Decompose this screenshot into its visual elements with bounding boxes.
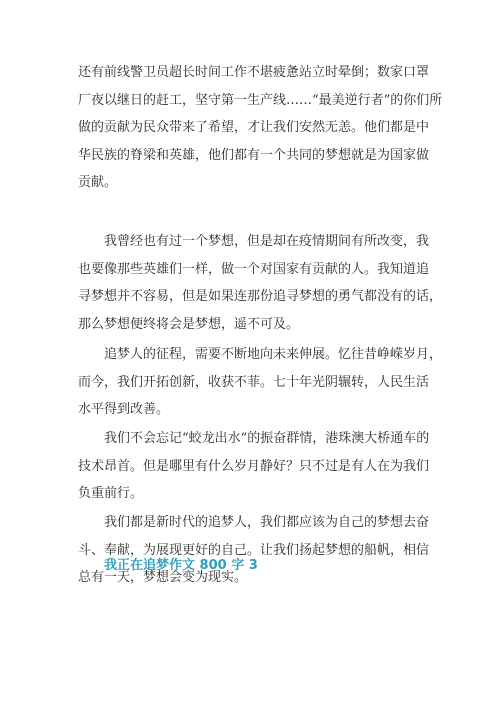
paragraph-3 xyxy=(78,341,443,424)
paragraph-1-line-4: 华民族的脊梁和英雄，他们都有一个共同的梦想就是为国家做 xyxy=(78,147,430,163)
paragraph-2-line-2: 也要像那些英雄们一样，做一个对国家有贡献的人。我知道追 xyxy=(78,261,430,277)
paragraph-4-line-2: 技术昂首。但是哪里有什么岁月静好？只不过是有人在为我们 xyxy=(78,458,430,474)
paragraph-1-line-1: 还有前线警卫员超长时间工作不堪疲惫站立时晕倒；数家口罩 xyxy=(78,65,430,80)
paragraph-4-line-1: 我们不会忘记“蛟龙出水”的振奋群情，港珠澳大桥通车的 xyxy=(104,431,430,446)
paragraph-1 xyxy=(78,59,443,197)
paragraph-5 xyxy=(78,509,428,592)
paragraph-3-line-3: 水平得到改善。 xyxy=(78,402,170,417)
paragraph-2 xyxy=(78,228,443,338)
paragraph-1-line-3: 做的贡献为民众带来了希望，才让我们安然无恙。他们都是中 xyxy=(78,120,430,135)
paragraph-1-line-5: 贡献。 xyxy=(78,175,118,190)
section-heading: 我正在追梦作文 800 字 3 xyxy=(104,558,258,573)
paragraph-5-line-1: 我们都是新时代的追梦人，我们都应该为自己的梦想去奋 xyxy=(104,515,430,530)
paragraph-2-line-3: 寻梦想并不容易，但是如果连那份追寻梦想的勇气都没有的话， xyxy=(78,289,443,304)
paragraph-5-line-2: 斗、奉献，为展现更好的自己。让我们扬起梦想的船帆，相信 xyxy=(78,542,430,558)
paragraph-3-line-2: 而今，我们开拓创新，收获不菲。七十年光阴辗转，人民生活 xyxy=(78,374,430,390)
paragraph-1-line-2: 厂夜以继日的赶工，坚守第一生产线……“最美逆行者”的你们所 xyxy=(78,92,443,108)
paragraph-4 xyxy=(78,425,428,508)
paragraph-2-line-1: 我曾经也有过一个梦想，但是却在疫情期间有所改变，我 xyxy=(104,234,430,249)
paragraph-5-line-3: 总有一天，梦想会变为现实。 xyxy=(78,570,248,585)
paragraph-4-line-3: 负重前行。 xyxy=(78,486,144,501)
paragraph-2-line-4: 那么梦想便终将会是梦想，遥不可及。 xyxy=(78,316,300,332)
paragraph-3-line-1: 追梦人的征程，需要不断地向未来伸展。忆往昔峥嵘岁月， xyxy=(104,347,443,362)
